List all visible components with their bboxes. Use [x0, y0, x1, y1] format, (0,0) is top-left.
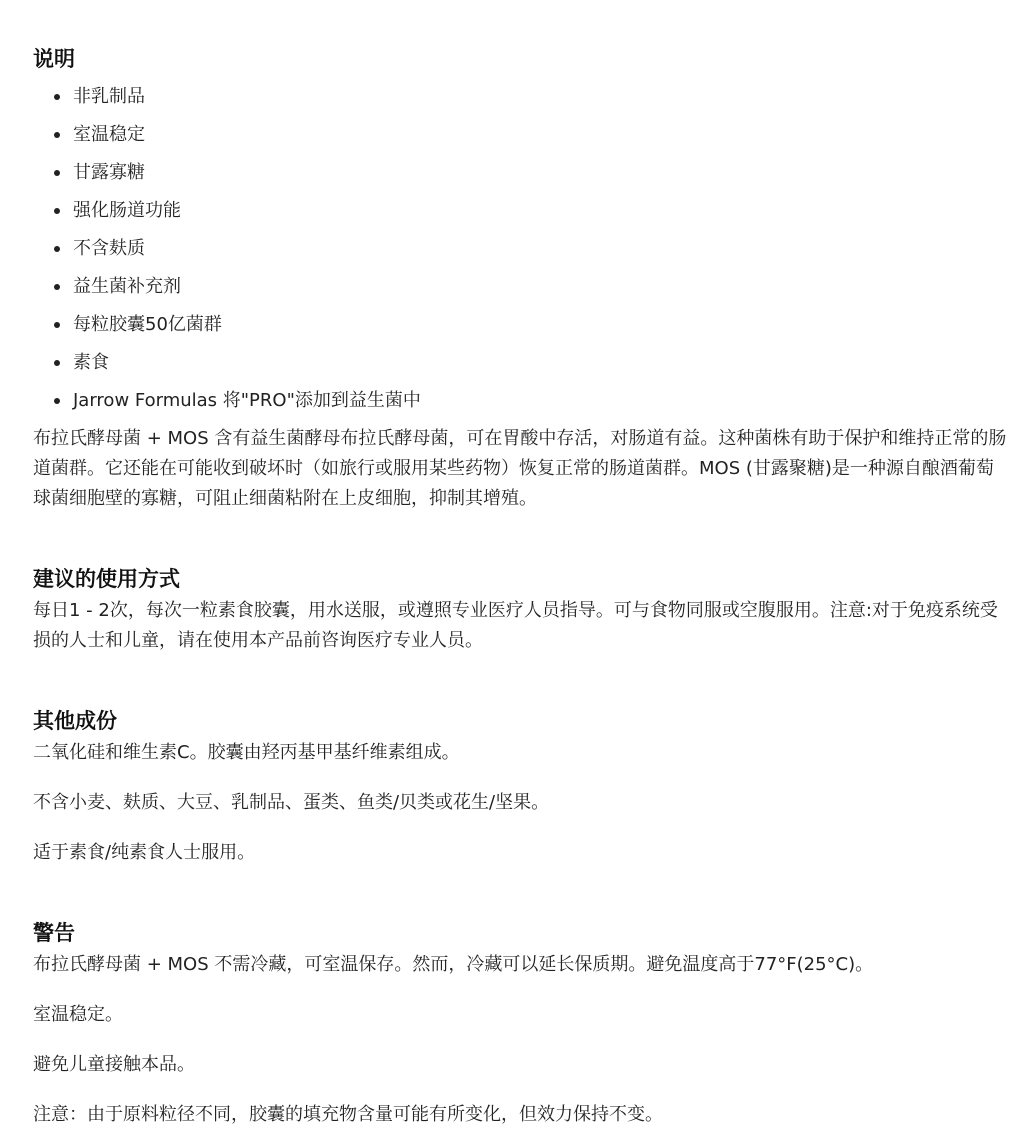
description-heading: 说明	[33, 47, 75, 71]
usage-paragraph: 每日1 - 2次，每次一粒素食胶囊，用水送服，或遵照专业医疗人员指导。可与食物同服或空腹服用。注意:对于免疫系统受损的人士和儿童，请在使用本产品前咨询医疗专业人员。	[33, 600, 998, 651]
warnings-section	[33, 916, 1008, 1130]
usage-section	[33, 562, 1008, 656]
vegetarian-paragraph: 适于素食/纯素食人士服用。	[33, 842, 256, 863]
feature-item: 甘露寡糖	[73, 154, 1008, 192]
description-paragraph: 布拉氏酵母菌 + MOS 含有益生菌酵母布拉氏酵母菌，可在胃酸中存活，对肠道有益。这种菌株有助于保护和维持正常的肠道菌群。它还能在可能收到破坏时（如旅行或服用某些药物）恢复正常的肠道菌群。MOS (甘露聚糖)是一种源自酿酒葡萄球菌细胞壁的寡糖，可阻止细菌粘附在上皮细胞，抑制其增殖。	[33, 428, 1007, 509]
feature-item: 强化肠道功能	[73, 192, 1008, 230]
stability-warning: 室温稳定。	[33, 1004, 123, 1025]
ingredients-paragraph: 二氧化硅和维生素C。胶囊由羟丙基甲基纤维素组成。	[33, 742, 460, 763]
storage-warning: 布拉氏酵母菌 + MOS 不需冷藏，可室温保存。然而，冷藏可以延长保质期。避免温度高于77°F(25°C)。	[33, 954, 874, 975]
feature-item: 益生菌补充剂	[73, 268, 1008, 306]
feature-item: 不含麸质	[73, 230, 1008, 268]
allergen-paragraph: 不含小麦、麸质、大豆、乳制品、蛋类、鱼类/贝类或花生/坚果。	[33, 792, 550, 813]
capsule-fill-warning: 注意：由于原料粒径不同，胶囊的填充物含量可能有所变化，但效力保持不变。	[33, 1104, 663, 1125]
description-section	[33, 42, 1008, 514]
usage-heading: 建议的使用方式	[33, 567, 180, 591]
feature-item: 素食	[73, 344, 1008, 382]
feature-item: 室温稳定	[73, 116, 1008, 154]
other-ingredients-section	[33, 704, 1008, 868]
children-warning: 避免儿童接触本品。	[33, 1054, 195, 1075]
feature-item: 非乳制品	[73, 78, 1008, 116]
warnings-heading: 警告	[33, 921, 75, 945]
feature-list	[33, 78, 1008, 420]
other-ingredients-heading: 其他成份	[33, 709, 117, 733]
feature-item: Jarrow Formulas 将"PRO"添加到益生菌中	[73, 382, 1008, 420]
feature-item: 每粒胶囊50亿菌群	[73, 306, 1008, 344]
